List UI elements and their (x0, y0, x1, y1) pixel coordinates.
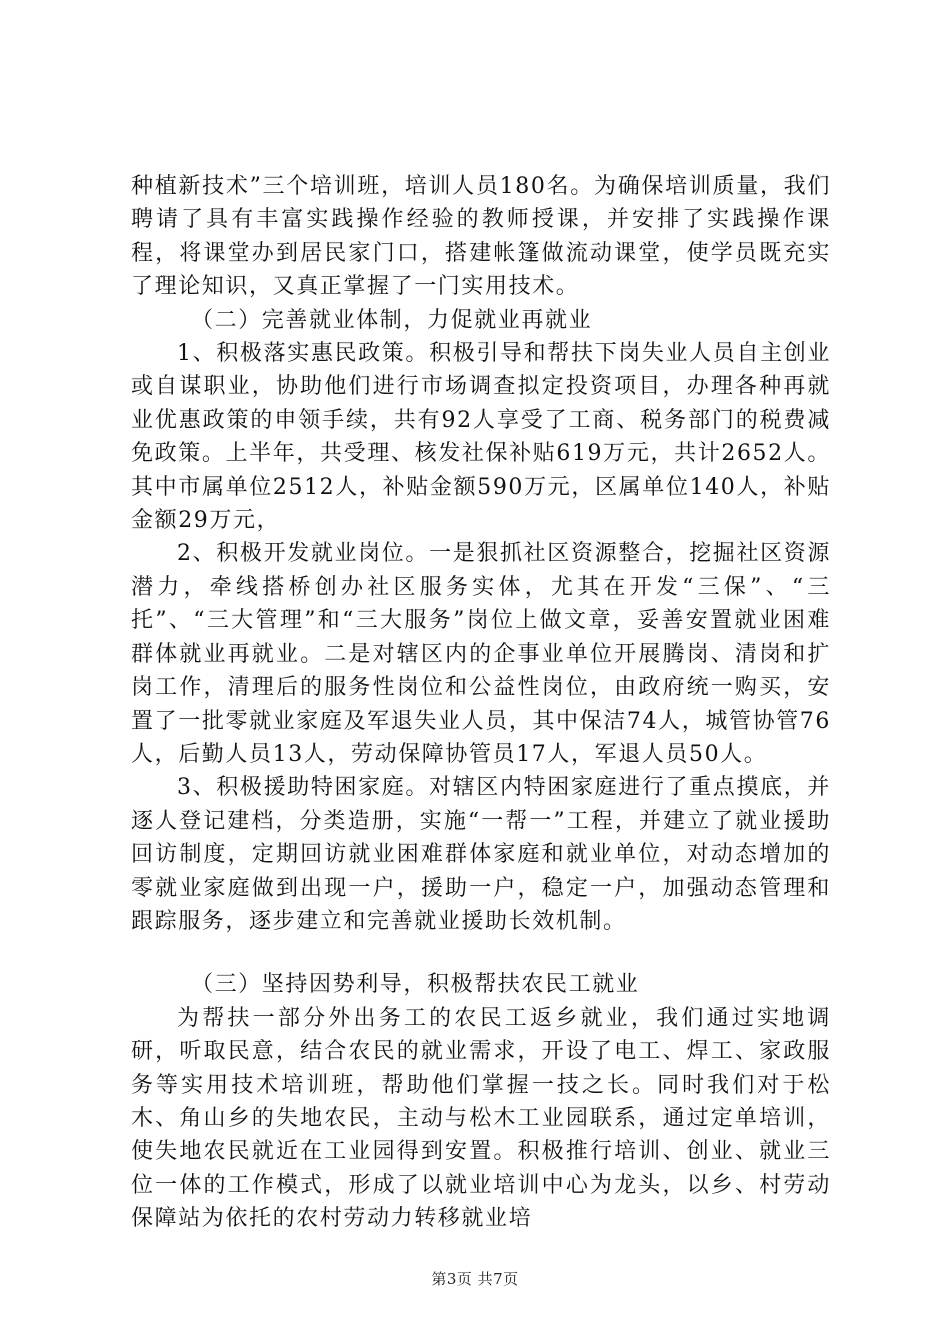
section-heading-2: （二）完善就业体制，力促就业再就业 (191, 307, 593, 333)
paragraph-item-1: 1、积极落实惠民政策。积极引导和帮扶下岗失业人员自主创业或自谋职业，协助他们进行市场调查拟定投资项目，办理各种再就业优惠政策的申领手续，共有92人享受了工商、税务部门的税费减免政策。上半年，共受理、核发社保补贴619万元，共计2652人。其中市属单位2512人，补贴金额590万元，区属单位140人，补贴金额29万元， (131, 341, 831, 534)
section-heading-3: （三）坚持因势利导，积极帮扶农民工就业 (191, 972, 640, 998)
paragraph-spacer (131, 938, 831, 968)
paragraph-training-continued: 种植新技术”三个培训班，培训人员180名。为确保培训质量，我们聘请了具有丰富实践操作经验的教师授课，并安排了实践操作课程，将课堂办到居民家门口，搭建帐篷做流动课堂，使学员既充实了理论知识，又真正掌握了一门实用技术。 (131, 174, 831, 300)
paragraph-migrant-workers: 为帮扶一部分外出务工的农民工返乡就业，我们通过实地调研，听取民意，结合农民的就业需求，开设了电工、焊工、家政服务等实用技术培训班，帮助他们掌握一技之长。同时我们对于松木、角山乡的失地农民，主动与松木工业园联系，通过定单培训，使失地农民就近在工业园得到安置。积极推行培训、创业、就业三位一体的工作模式，形成了以就业培训中心为龙头，以乡、村劳动保障站为依托的农村劳动力转移就业培 (131, 1005, 831, 1232)
document-body (131, 170, 831, 1236)
paragraph-item-3: 3、积极援助特困家庭。对辖区内特困家庭进行了重点摸底，并逐人登记建档，分类造册，实施“一帮一”工程，并建立了就业援助回访制度，定期回访就业困难群体家庭和就业单位，对动态增加的零就业家庭做到出现一户，援助一户，稳定一户，加强动态管理和跟踪服务，逐步建立和完善就业援助长效机制。 (131, 775, 831, 934)
page-footer: 第3页 共7页 (431, 1270, 519, 1288)
paragraph-item-2: 2、积极开发就业岗位。一是狠抓社区资源整合，挖掘社区资源潜力，牵线搭桥创办社区服务实体，尤其在开发“三保”、“三托”、“三大管理”和“三大服务”岗位上做文章，妥善安置就业困难群体就业再就业。二是对辖区内的企事业单位开展腾岗、清岗和扩岗工作，清理后的服务性岗位和公益性岗位，由政府统一购买，安置了一批零就业家庭及军退失业人员，其中保洁74人，城管协管76人，后勤人员13人，劳动保障协管员17人，军退人员50人。 (131, 541, 831, 767)
